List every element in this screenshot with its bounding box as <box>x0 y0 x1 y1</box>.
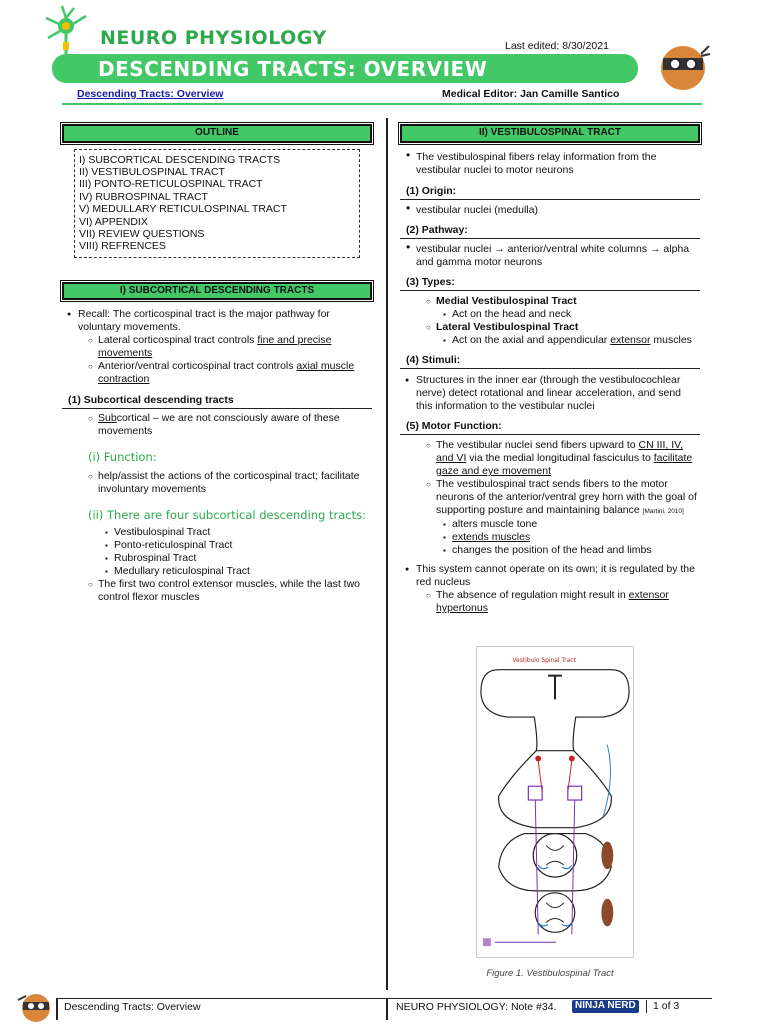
tracts-list <box>62 526 372 578</box>
ninja-mascot-icon <box>655 40 711 92</box>
citation: [Martini, 2010] <box>642 508 684 516</box>
motor2-text: The vestibulospinal tract sends fibers to the motor neurons of the anterior/ventral grey horn with the goal of supporting posture and maintaining balance <box>436 478 697 517</box>
absence-text: The absence of regulation might result in <box>436 589 629 602</box>
last-edited: Last edited: 8/30/2021 <box>505 40 609 52</box>
function-text: ○ help/assist the actions of the corticospinal tract; facilitate involuntary movements <box>62 470 372 496</box>
stimuli-heading: (4) Stimuli: <box>400 354 700 369</box>
pathway-heading: (2) Pathway: <box>400 224 700 239</box>
pathway-text: • vestibular nuclei → anterior/ventral white columns → alpha and gamma motor neurons <box>400 243 700 269</box>
outline-item[interactable]: II) VESTIBULOSPINAL TRACT <box>79 165 225 178</box>
ninja-nerd-logo: NINJA NERD <box>572 1000 639 1013</box>
outline-item[interactable]: III) PONTO-RETICULOSPINAL TRACT <box>79 178 263 191</box>
left-column <box>62 124 372 604</box>
lateral-desc <box>400 334 700 347</box>
vestibulospinal-figure <box>476 646 634 958</box>
origin-heading: (1) Origin: <box>400 185 700 200</box>
effect-item: ▪ changes the position of the head and limbs <box>400 544 700 557</box>
motor-heading: (5) Motor Function: <box>400 420 700 435</box>
medial-desc: ▪ Act on the head and neck <box>400 308 700 321</box>
subcortical-text: cortical – we are not consciously aware of these movements <box>98 412 340 438</box>
column-divider <box>386 118 388 990</box>
subcortical-item <box>62 412 372 438</box>
tract-item: ▪ Medullary reticulospinal Tract <box>62 565 372 578</box>
section1-heading: I) SUBCORTICAL DESCENDING TRACTS <box>62 282 372 301</box>
outline-item[interactable]: V) MEDULLARY RETICULOSPINAL TRACT <box>79 203 287 216</box>
four-tracts-heading: (ii) There are four subcortical descending tracts: <box>88 507 366 522</box>
control-note: ○ The first two control extensor muscles, while the last two control flexor muscles <box>62 578 372 604</box>
motor-item-1 <box>400 439 700 478</box>
effect-item: ▪ alters muscle tone <box>400 518 700 531</box>
absence-item <box>400 589 700 615</box>
outline-heading: OUTLINE <box>62 124 372 143</box>
tract-item: ▪ Ponto-reticulospinal Tract <box>62 539 372 552</box>
outline-item[interactable]: I) SUBCORTICAL DESCENDING TRACTS <box>79 153 281 166</box>
subcortical-prefix: Sub <box>98 412 117 425</box>
outline-list <box>74 149 360 258</box>
motor1-text: The vestibular nuclei send fibers upward to <box>436 439 639 452</box>
lateral-desc-underline: extensor <box>610 333 651 346</box>
outline-item[interactable]: VII) REVIEW QUESTIONS <box>79 227 205 240</box>
section2-heading: II) VESTIBULOSPINAL TRACT <box>400 124 700 143</box>
motor1-gaze: facilitate gaze and eye movement <box>436 452 693 478</box>
medical-editor: Medical Editor: Jan Camille Santico <box>442 88 620 100</box>
origin-text: • vestibular nuclei (medulla) <box>400 204 700 217</box>
types-heading: (3) Types: <box>400 276 700 291</box>
lateral-underline: fine and precise movements <box>98 334 332 360</box>
lateral-type: ○ Lateral Vestibulospinal Tract <box>400 321 700 334</box>
footer-ninja-icon <box>14 990 54 1024</box>
anterior-text: Anterior/ventral corticospinal tract controls <box>98 360 297 373</box>
figure-caption: Figure 1. Vestibulospinal Tract <box>486 968 614 979</box>
subcortical-subheading: (1) Subcortical descending tracts <box>62 394 372 409</box>
medial-type: ○ Medial Vestibulospinal Tract <box>400 295 700 308</box>
absence-underline: extensor hypertonus <box>436 589 669 615</box>
tract-item: ▪ Vestibulospinal Tract <box>62 526 372 539</box>
footer-note: NEURO PHYSIOLOGY: Note #34. <box>386 998 712 1020</box>
outline-item[interactable]: IV) RUBROSPINAL TRACT <box>79 190 208 203</box>
tract-item: ▪ Rubrospinal Tract <box>62 552 372 565</box>
stimuli-text: ● Structures in the inner ear (through the vestibulocochlear nerve) detect rotational and linear acceleration, and send this information to the vestibular nuclei <box>400 374 700 413</box>
anterior-item <box>62 360 372 386</box>
right-column <box>400 124 700 615</box>
lateral-text: Lateral corticospinal tract controls <box>98 334 258 347</box>
header-rule <box>62 103 702 105</box>
motor1-cranial-nerves: CN III, IV, and VI <box>436 439 684 465</box>
doc-link[interactable]: Descending Tracts: Overview <box>77 88 224 100</box>
motor-item-2 <box>400 478 700 518</box>
footer-doc-title: Descending Tracts: Overview <box>56 998 386 1020</box>
lateral-desc-end: muscles <box>650 333 692 346</box>
page-title: DESCENDING TRACTS: OVERVIEW <box>98 57 488 81</box>
vestibulospinal-sketch <box>477 647 633 957</box>
outline-item[interactable]: VIII) REFRENCES <box>79 240 166 253</box>
vestibulospinal-intro: • The vestibulospinal fibers relay information from the vestibular nuclei to motor neurons <box>400 151 700 177</box>
function-heading: (i) Function: <box>88 450 157 465</box>
subject-title: NEURO PHYSIOLOGY <box>100 27 327 49</box>
recall-text: ● Recall: The corticospinal tract is the major pathway for voluntary movements. <box>62 308 372 334</box>
motor1-mid: via the medial longitudinal fasciculus to <box>466 452 654 465</box>
sketch-title: Vestibulo Spinal Tract <box>512 657 576 664</box>
regulation-text: ● This system cannot operate on its own; it is regulated by the red nucleus <box>400 563 700 589</box>
lateral-item <box>62 334 372 360</box>
outline-item[interactable]: VI) APPENDIX <box>79 215 148 228</box>
effect-item: ▪ extends muscles <box>400 531 700 544</box>
page-number: 1 of 3 <box>646 1000 679 1013</box>
lateral-desc-text: Act on the axial and appendicular <box>452 333 611 346</box>
anterior-underline: axial muscle contraction <box>98 360 355 386</box>
